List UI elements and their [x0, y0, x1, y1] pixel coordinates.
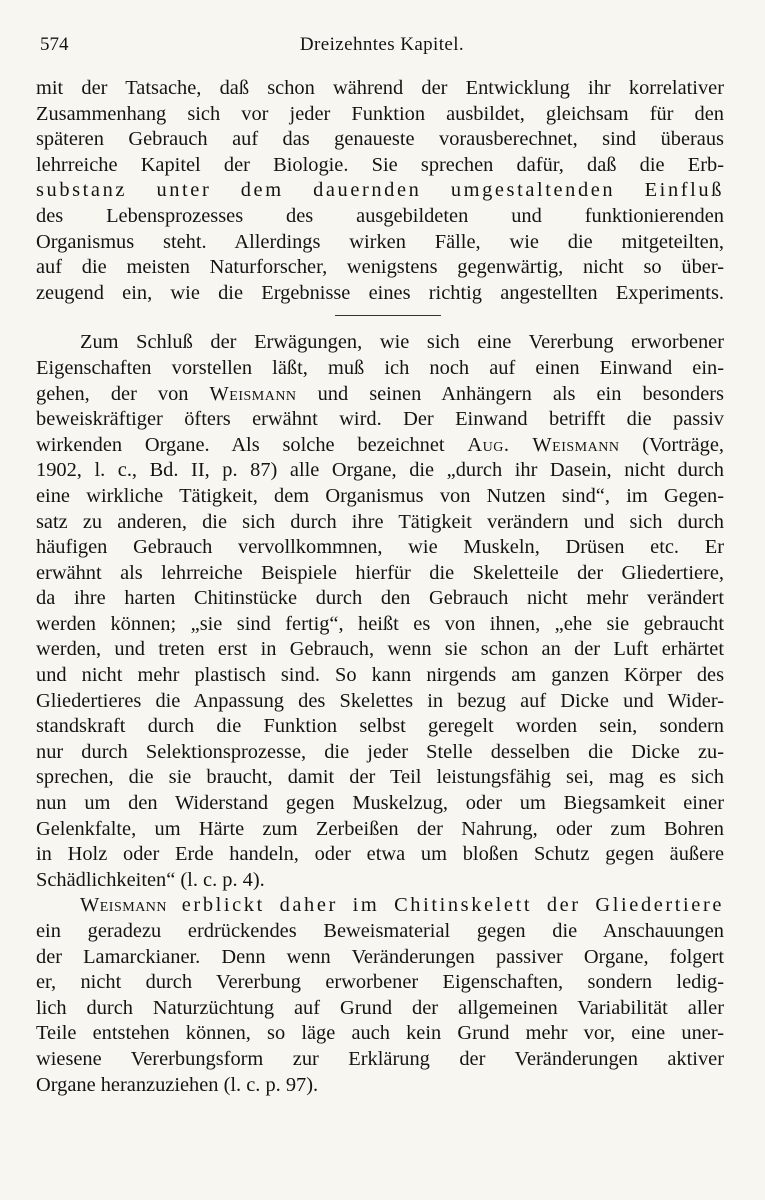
text-line: eine wirkliche Tätigkeit, dem Organismus von Nutzen sind“, im Gegen- — [36, 484, 724, 507]
page-header — [40, 30, 724, 60]
page-number: 574 — [40, 34, 69, 55]
text-line: in Holz oder Erde handeln, oder etwa um bloßen Schutz gegen äußere — [36, 843, 724, 866]
text-line: Teile entstehen können, so läge auch kein Grund mehr vor, eine uner- — [36, 1022, 724, 1045]
text-line: der Lamarckianer. Denn wenn Veränderungen passiver Organe, folgert — [36, 945, 724, 968]
text-line: lehrreiche Kapitel der Biologie. Sie sprechen dafür, daß die Erb- — [36, 153, 724, 176]
text-line: beweiskräftiger öfters erwähnt wird. Der Einwand betrifft die passiv — [36, 408, 724, 431]
text-line: Organe heranzuziehen (l. c. p. 97). — [36, 1073, 319, 1096]
text-line: wirkenden Organe. Als solche bezeichnet Aug. Weismann (Vorträge, — [36, 433, 724, 456]
text-line: gehen, der von Weismann und seinen Anhängern als ein besonders — [36, 382, 724, 405]
paragraph-1 — [36, 76, 724, 306]
text-line: mit der Tatsache, daß schon während der Entwicklung ihr korrelativer — [36, 77, 724, 99]
text-line: zeugend ein, wie die Ergebnisse eines richtig angestellten Experiments. — [36, 281, 724, 304]
paragraph-3 — [36, 893, 724, 1098]
body-text — [36, 76, 724, 1098]
section-divider — [335, 315, 441, 316]
text-line: Gliedertieres die Anpassung des Skelettes in bezug auf Dicke und Wider- — [36, 689, 724, 712]
text-line: nur durch Selektionsprozesse, die jeder Stelle desselben die Dicke zu- — [36, 740, 724, 763]
text-line: werden, und treten erst in Gebrauch, wenn sie schon an der Luft erhärtet — [36, 638, 724, 661]
text-line: lich durch Naturzüchtung auf Grund der allgemeinen Variabilität aller — [36, 996, 724, 1019]
text-line: Gelenkfalte, um Härte zum Zerbeißen der Nahrung, oder zum Bohren — [36, 817, 724, 840]
text-line: da ihre harten Chitinstücke durch den Gebrauch nicht mehr verändert — [36, 587, 724, 610]
text-line: satz zu anderen, die sich durch ihre Tätigkeit verändern und sich durch — [36, 510, 724, 533]
author-name: Weismann — [209, 382, 297, 405]
author-name: Aug. Weismann — [467, 433, 620, 456]
text-line: häufigen Gebrauch vervollkommnen, wie Muskeln, Drüsen etc. Er — [36, 536, 724, 559]
text-line: substanz unter dem dauernden umgestaltenden Einfluß — [36, 179, 724, 202]
text-line: und nicht mehr plastisch sind. So kann nirgends am ganzen Körper des — [36, 664, 724, 687]
author-name: Weismann — [80, 894, 168, 917]
text-line: Zum Schluß der Erwägungen, wie sich eine Vererbung erworbener — [80, 331, 724, 354]
text-line: auf die meisten Naturforscher, wenigstens gegenwärtig, nicht so über- — [36, 256, 724, 279]
text-line: werden können; „sie sind fertig“, heißt es von ihnen, „ehe sie gebraucht — [36, 612, 724, 635]
text-line: Schädlichkeiten“ (l. c. p. 4). — [36, 868, 265, 891]
paragraph-2 — [36, 330, 724, 893]
text-line: sprechen, die sie braucht, damit der Teil leistungsfähig sei, mag es sich — [36, 766, 724, 789]
running-head: Dreizehntes Kapitel. — [299, 34, 465, 55]
text-line: ein geradezu erdrückendes Beweismaterial gegen die Anschauungen — [36, 920, 724, 942]
text-line: erwähnt als lehrreiche Beispiele hierfür die Skeletteile der Gliedertiere, — [36, 561, 724, 584]
text-line: Weismann erblickt daher im Chitinskelett der Gliedertiere — [80, 894, 724, 917]
text-line: standskraft durch die Funktion selbst geregelt worden sein, sondern — [36, 715, 724, 738]
text-line: Organismus steht. Allerdings wirken Fälle, wie die mitgeteilten, — [36, 230, 724, 253]
text-line: Zusammenhang sich vor jeder Funktion ausbildet, gleichsam für den — [36, 102, 724, 125]
text-line: 1902, l. c., Bd. II, p. 87) alle Organe, die „durch ihr Dasein, nicht durch — [36, 459, 724, 482]
text-line: wiesene Vererbungsform zur Erklärung der Veränderungen aktiver — [36, 1047, 724, 1070]
text-line: er, nicht durch Vererbung erworbener Eigenschaften, sondern ledig- — [36, 971, 724, 994]
text-line: nun um den Widerstand gegen Muskelzug, oder um Biegsamkeit einer — [36, 792, 724, 815]
text-line: Eigenschaften vorstellen läßt, muß ich noch auf einen Einwand ein- — [36, 356, 724, 379]
text-line: späteren Gebrauch auf das genaueste vorausberechnet, sind überaus — [36, 128, 724, 151]
text-line: des Lebensprozesses des ausgebildeten und funktionierenden — [36, 204, 724, 227]
